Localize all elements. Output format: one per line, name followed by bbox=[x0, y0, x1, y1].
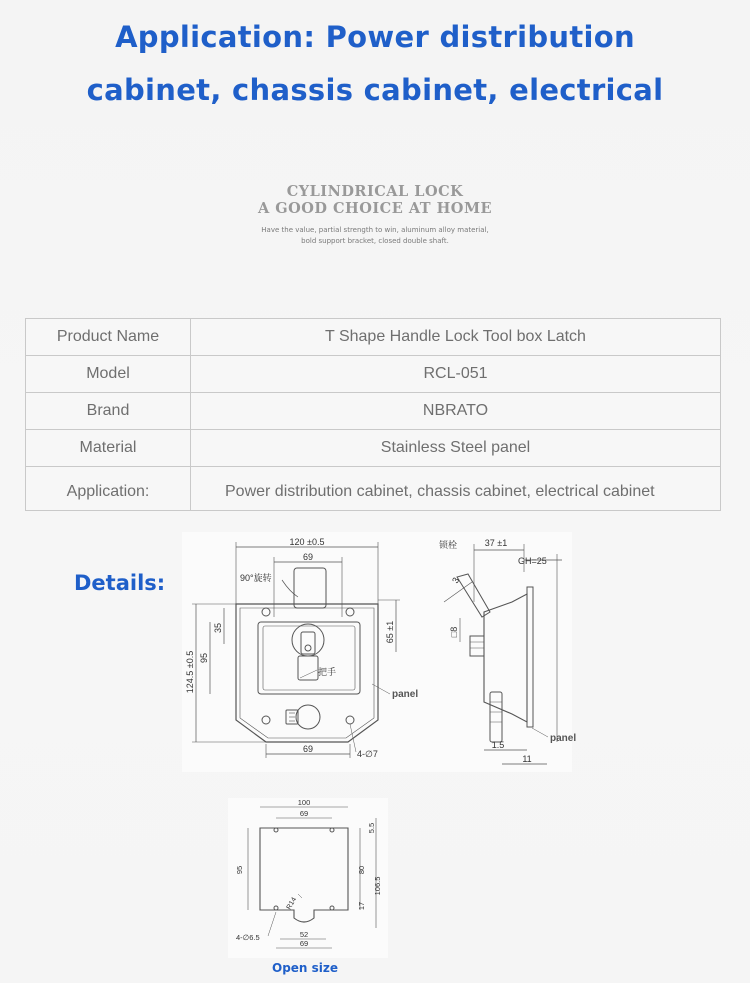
hole-label-cutout: 4-∅6.5 bbox=[236, 933, 260, 942]
dim-square: □8 bbox=[449, 626, 459, 638]
dim-top-total: 120 ±0.5 bbox=[289, 537, 325, 547]
table-row bbox=[26, 393, 721, 430]
details-label: Details: bbox=[74, 571, 166, 595]
dim-106-5: 106.5 bbox=[373, 876, 382, 896]
spec-value: Stainless Steel panel bbox=[191, 430, 721, 467]
product-slogan: A GOOD CHOICE AT HOME bbox=[257, 200, 493, 217]
application-heading-line-2: cabinet, chassis cabinet, electrical bbox=[86, 73, 664, 107]
table-row bbox=[26, 319, 721, 356]
dim-52: 52 bbox=[299, 930, 309, 939]
spec-value: T Shape Handle Lock Tool box Latch bbox=[191, 319, 721, 356]
dim-69-top: 69 bbox=[299, 809, 309, 818]
hole-label: 4-∅7 bbox=[357, 749, 378, 759]
application-heading-line-1: Application: Power distribution bbox=[115, 20, 635, 54]
table-row bbox=[26, 430, 721, 467]
dim-bottom: 69 bbox=[302, 744, 314, 754]
spec-key: Application: bbox=[26, 467, 191, 511]
dim-37: 37 ±1 bbox=[484, 538, 508, 548]
panel-label-front: panel bbox=[392, 689, 419, 700]
product-description-line-1: Have the value, partial strength to win, aluminum alloy material, bbox=[261, 226, 489, 234]
dim-80: 80 bbox=[357, 865, 366, 875]
dim-17: 17 bbox=[357, 901, 366, 911]
cutout-drawing bbox=[228, 798, 388, 958]
dim-3: 3 bbox=[450, 575, 462, 585]
dim-95: 95 bbox=[235, 865, 244, 875]
dim-11: 11 bbox=[522, 754, 532, 764]
open-size-label: Open size bbox=[272, 961, 339, 975]
dim-left-outer: 124.5 ±0.5 bbox=[185, 650, 195, 694]
spec-value: Power distribution cabinet, chassis cabinet, electrical cabinet bbox=[191, 467, 721, 511]
bolt-label: 锁栓 bbox=[439, 540, 458, 550]
dim-100: 100 bbox=[297, 798, 311, 807]
spec-key: Model bbox=[26, 356, 191, 393]
product-type-heading: CYLINDRICAL LOCK bbox=[286, 183, 464, 200]
spec-key: Brand bbox=[26, 393, 191, 430]
spec-key: Product Name bbox=[26, 319, 191, 356]
rotate-label: 90°旋转 bbox=[240, 573, 272, 583]
dim-5-5: 5.5 bbox=[367, 822, 376, 834]
specification-table bbox=[25, 318, 721, 511]
side-view-drawing bbox=[432, 532, 577, 772]
table-row bbox=[26, 467, 721, 511]
dim-r14: R14 bbox=[285, 896, 299, 911]
spec-key: Material bbox=[26, 430, 191, 467]
dim-top-inner: 69 bbox=[302, 552, 314, 562]
dim-left-mid: 95 bbox=[199, 652, 209, 664]
product-description-line-2: bold support bracket, closed double shaft. bbox=[301, 237, 449, 245]
panel-label-side: panel bbox=[550, 733, 577, 744]
front-view-drawing bbox=[182, 532, 432, 772]
gh-label: GH=25 bbox=[518, 556, 547, 566]
spec-value: NBRATO bbox=[191, 393, 721, 430]
spec-value: RCL-051 bbox=[191, 356, 721, 393]
dim-1-5: 1.5 bbox=[491, 740, 505, 750]
table-row bbox=[26, 356, 721, 393]
dim-left-top: 35 bbox=[213, 622, 223, 634]
dim-right: 65 ±1 bbox=[385, 620, 395, 644]
handle-label: 把手 bbox=[318, 667, 337, 677]
dim-69-bottom: 69 bbox=[299, 939, 309, 948]
